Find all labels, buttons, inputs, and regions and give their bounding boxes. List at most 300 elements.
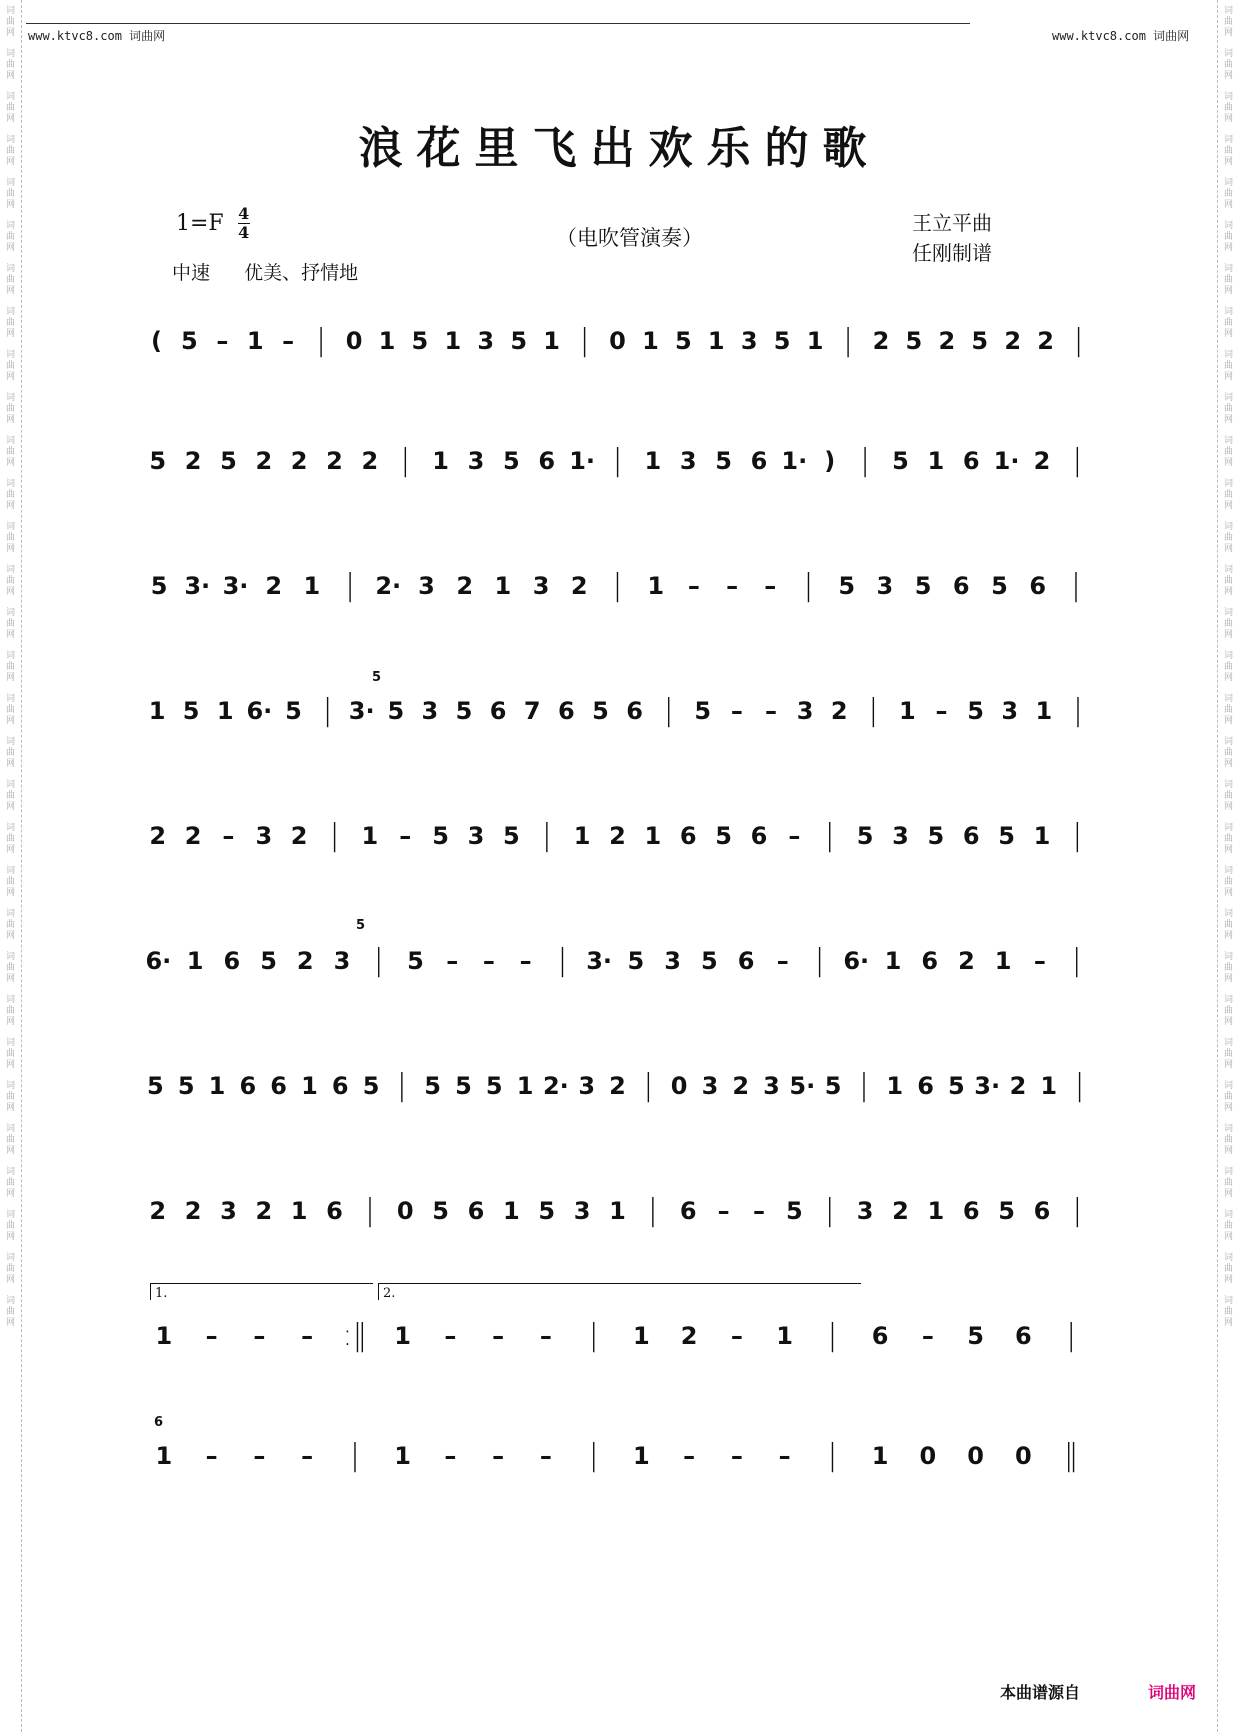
watermark-char: 曲: [5, 1049, 15, 1059]
watermark-char: 网: [5, 673, 15, 683]
watermark-char: 词: [1223, 780, 1233, 790]
note: 5: [773, 327, 791, 355]
note: 1: [394, 1322, 411, 1350]
note: 5: [856, 822, 874, 850]
note: 1: [290, 1197, 308, 1225]
note: 5: [485, 1072, 503, 1100]
note: –: [519, 947, 532, 975]
note: 3: [664, 947, 681, 975]
watermark-char: 网: [5, 974, 15, 984]
watermark-char: 网: [5, 28, 15, 38]
watermark-char: 曲: [5, 877, 15, 887]
watermark-char: 网: [1223, 845, 1233, 855]
watermark-group: [6, 307, 15, 340]
note: –: [444, 1442, 457, 1470]
watermark-char: 曲: [5, 490, 15, 500]
watermark-char: 网: [5, 802, 15, 812]
barline: |: [803, 568, 814, 603]
note: 6: [921, 947, 939, 975]
note: 3: [892, 822, 909, 850]
note: 6: [962, 1197, 980, 1225]
watermark-char: 曲: [1223, 834, 1233, 844]
song-title: 浪花里飞出欢乐的歌: [358, 123, 881, 174]
note: 5: [914, 572, 932, 600]
watermark-char: 网: [1223, 759, 1233, 769]
note: ): [824, 447, 836, 475]
note: 3: [421, 697, 439, 725]
watermark-group: [6, 6, 15, 39]
note: 5: [387, 697, 405, 725]
note: 1: [633, 1322, 650, 1350]
volta-bracket: [150, 1283, 373, 1300]
note: 1: [543, 327, 560, 355]
note: 6: [1015, 1322, 1032, 1350]
watermark-char: 词: [1223, 135, 1233, 145]
watermark-char: 网: [1223, 28, 1233, 38]
note: 5: [432, 1197, 449, 1225]
grace-note: 5: [356, 918, 366, 933]
note: 5: [971, 327, 989, 355]
barline: |: [827, 1318, 838, 1353]
note: 6: [467, 1197, 485, 1225]
watermark-char: 网: [5, 630, 15, 640]
score-line: [140, 440, 1095, 484]
watermark-group: [6, 1210, 15, 1243]
note: 2: [184, 1197, 202, 1225]
score-line: [140, 320, 1095, 364]
footer-site-link[interactable]: 词曲网: [1148, 1683, 1197, 1702]
watermark-char: 曲: [5, 1135, 15, 1145]
watermark-char: 曲: [1223, 404, 1233, 414]
watermark-char: 网: [5, 1275, 15, 1285]
barline: |: [842, 323, 854, 358]
watermark-char: 网: [5, 200, 15, 210]
note: 2: [255, 447, 273, 475]
watermark-char: 曲: [1223, 1264, 1233, 1274]
barline: |: [824, 818, 835, 853]
note: 5: [700, 947, 718, 975]
watermark-char: 曲: [1223, 189, 1233, 199]
watermark-char: 词: [5, 264, 15, 274]
note: –: [726, 572, 739, 600]
note: 3: [418, 572, 435, 600]
expression-label: 优美、抒情地: [244, 262, 359, 284]
note: 0: [919, 1442, 937, 1470]
tempo-marking: [172, 258, 358, 285]
note: 3: [220, 1197, 237, 1225]
note: 1: [148, 697, 166, 725]
watermark-group: [6, 264, 15, 297]
watermark-char: 曲: [5, 834, 15, 844]
watermark-char: 词: [5, 608, 15, 618]
note: 1: [886, 1072, 904, 1100]
note: 6·: [843, 947, 870, 975]
watermark-char: 词: [5, 92, 15, 102]
watermark-char: 网: [5, 716, 15, 726]
watermark-group: [1224, 49, 1233, 82]
note: 1·: [569, 447, 596, 475]
note: 1: [573, 822, 591, 850]
watermark-char: 词: [1223, 565, 1233, 575]
note: 5: [503, 822, 520, 850]
note: –: [222, 822, 235, 850]
note: 6·: [145, 947, 172, 975]
note: 5: [182, 697, 200, 725]
note: 6: [962, 447, 980, 475]
watermark-char: 曲: [5, 103, 15, 113]
note: 5: [967, 697, 984, 725]
watermark-char: 网: [5, 587, 15, 597]
note: –: [301, 1322, 314, 1350]
note: 6: [223, 947, 241, 975]
note: –: [205, 1322, 218, 1350]
performance-note: （电吹管演奏）: [556, 226, 703, 250]
watermark-char: 词: [5, 694, 15, 704]
watermark-char: 词: [1223, 1038, 1233, 1048]
note: 0: [1015, 1442, 1032, 1470]
watermark-char: 网: [5, 931, 15, 941]
volta-label: 1.: [155, 1286, 168, 1301]
barline: |: [1072, 693, 1083, 728]
watermark-char: 词: [5, 522, 15, 532]
note: 6: [750, 447, 768, 475]
watermark-char: 曲: [1223, 146, 1233, 156]
watermark-char: 网: [1223, 1232, 1233, 1242]
note: 6: [679, 1197, 697, 1225]
watermark-char: 曲: [1223, 963, 1233, 973]
watermark-char: 词: [5, 49, 15, 59]
barline: |: [557, 943, 568, 978]
note: 2·: [375, 572, 402, 600]
note: –: [683, 1442, 696, 1470]
note: 1: [899, 697, 916, 725]
watermark-char: 网: [1223, 1275, 1233, 1285]
barline: |: [868, 693, 879, 728]
watermark-char: 词: [1223, 952, 1233, 962]
note: 3·: [222, 572, 249, 600]
watermark-group: [1224, 565, 1233, 598]
watermark-char: 曲: [5, 404, 15, 414]
watermark-char: 网: [5, 243, 15, 253]
watermark-char: 词: [1223, 522, 1233, 532]
note: 5: [927, 822, 945, 850]
watermark-char: 网: [1223, 1060, 1233, 1070]
barline: |: [643, 1068, 654, 1103]
note: 3: [578, 1072, 596, 1100]
note: –: [282, 327, 295, 355]
watermark-char: 词: [5, 1210, 15, 1220]
note: 5: [967, 1322, 984, 1350]
watermark-char: 网: [1223, 1017, 1233, 1027]
key-signature: [176, 206, 250, 241]
note: 1: [432, 447, 449, 475]
note: –: [935, 697, 948, 725]
watermark-group: [1224, 1124, 1233, 1157]
watermark-char: 词: [1223, 1253, 1233, 1263]
note: –: [399, 822, 412, 850]
note: –: [730, 697, 743, 725]
note: 3: [856, 1197, 874, 1225]
watermark-group: [1224, 866, 1233, 899]
watermark-char: 网: [1223, 501, 1233, 511]
note: 2: [184, 822, 202, 850]
note: 1: [394, 1442, 411, 1470]
watermark-group: [6, 909, 15, 942]
watermark-group: [6, 1124, 15, 1157]
note: 5: [538, 1197, 556, 1225]
note: 2: [290, 447, 308, 475]
watermark-char: 曲: [5, 920, 15, 930]
note: 2: [265, 572, 283, 600]
watermark-group: [6, 393, 15, 426]
note: 2: [1037, 327, 1054, 355]
watermark-char: 网: [1223, 200, 1233, 210]
note: 1·: [993, 447, 1020, 475]
watermark-char: 曲: [5, 533, 15, 543]
note: 1: [707, 327, 725, 355]
watermark-char: 词: [1223, 737, 1233, 747]
watermark-char: 曲: [1223, 490, 1233, 500]
watermark-char: 词: [5, 436, 15, 446]
watermark-char: 曲: [1223, 361, 1233, 371]
note: 2: [255, 1197, 273, 1225]
watermark-char: 曲: [1223, 17, 1233, 27]
watermark-char: 曲: [1223, 1049, 1233, 1059]
watermark-group: [1224, 909, 1233, 942]
watermark-char: 曲: [1223, 576, 1233, 586]
note: 3: [763, 1072, 780, 1100]
volta-label: 2.: [383, 1286, 396, 1301]
watermark-group: [1224, 1081, 1233, 1114]
barline: :‖: [342, 1318, 368, 1353]
watermark-group: [1224, 651, 1233, 684]
watermark-group: [6, 350, 15, 383]
watermark-char: 词: [1223, 221, 1233, 231]
note: 3: [740, 327, 758, 355]
watermark-group: [6, 1296, 15, 1329]
watermark-char: 词: [5, 307, 15, 317]
note: 5: [177, 1072, 195, 1100]
score-line: [140, 1190, 1095, 1234]
watermark-char: 网: [1223, 802, 1233, 812]
note: 3·: [184, 572, 211, 600]
barline: |: [373, 943, 384, 978]
watermark-char: 曲: [5, 791, 15, 801]
note: –: [253, 1322, 266, 1350]
watermark-char: 词: [1223, 264, 1233, 274]
note: 2: [872, 327, 890, 355]
barline: |: [396, 1068, 407, 1103]
watermark-char: 曲: [5, 748, 15, 758]
barline: |: [541, 818, 552, 853]
barline: ‖: [1063, 1438, 1079, 1473]
note: 5: [998, 822, 1015, 850]
watermark-char: 曲: [1223, 791, 1233, 801]
note: 5: [905, 327, 923, 355]
watermark-char: 词: [1223, 393, 1233, 403]
note: 3: [679, 447, 697, 475]
note: 5: [627, 947, 645, 975]
note: 2: [892, 1197, 909, 1225]
score-line: [140, 815, 1095, 859]
note: 5: [362, 1072, 380, 1100]
note: 1: [927, 447, 945, 475]
watermark-char: 曲: [5, 60, 15, 70]
note: 5: [998, 1197, 1015, 1225]
note: 6: [326, 1197, 343, 1225]
time-signature-bottom: 4: [238, 223, 250, 242]
credits: [912, 208, 992, 268]
watermark-group: [6, 694, 15, 727]
note: 3: [467, 822, 485, 850]
header-url-right[interactable]: www.ktvc8.com 词曲网: [1052, 29, 1190, 43]
note: 5: [220, 447, 237, 475]
watermark-char: 网: [1223, 974, 1233, 984]
note: 1: [644, 447, 662, 475]
barline: |: [1072, 1193, 1083, 1228]
note: 2: [456, 572, 474, 600]
watermark-char: 网: [5, 114, 15, 124]
note: 0: [345, 327, 363, 355]
tempo-label: 中速: [172, 262, 211, 284]
watermark-group: [1224, 995, 1233, 1028]
watermark-group: [6, 651, 15, 684]
note: 1: [494, 572, 512, 600]
watermark-char: 网: [5, 1103, 15, 1113]
note: 1: [503, 1197, 520, 1225]
note: 1: [208, 1072, 226, 1100]
watermark-char: 词: [1223, 1210, 1233, 1220]
header-url-left[interactable]: www.ktvc8.com 词曲网: [28, 29, 166, 43]
watermark-char: 网: [5, 888, 15, 898]
watermark-group: [1224, 694, 1233, 727]
note: 1: [1033, 822, 1051, 850]
note: 5: [260, 947, 277, 975]
note: 5: [785, 1197, 803, 1225]
watermark-group: [1224, 1296, 1233, 1329]
watermark-char: 曲: [1223, 318, 1233, 328]
watermark-char: 词: [1223, 307, 1233, 317]
note: 5: [715, 822, 732, 850]
watermark-group: [6, 952, 15, 985]
note: 2: [732, 1072, 750, 1100]
watermark-char: 词: [5, 780, 15, 790]
note: 5: [455, 1072, 472, 1100]
note: 5·: [789, 1072, 816, 1100]
watermark-char: 曲: [1223, 103, 1233, 113]
note: –: [730, 1442, 743, 1470]
watermark-char: 词: [5, 909, 15, 919]
barline: |: [612, 568, 623, 603]
watermark-char: 曲: [5, 1178, 15, 1188]
watermark-char: 网: [1223, 372, 1233, 382]
watermark-char: 词: [1223, 1081, 1233, 1091]
note: 5: [147, 1072, 164, 1100]
note: –: [444, 1322, 457, 1350]
score-line: [140, 1435, 1095, 1479]
watermark-char: 词: [1223, 178, 1233, 188]
watermark-char: 曲: [1223, 619, 1233, 629]
watermark-char: 词: [5, 6, 15, 16]
note: 3: [532, 572, 550, 600]
watermark-char: 曲: [5, 1221, 15, 1231]
watermark-char: 曲: [1223, 748, 1233, 758]
watermark-group: [6, 565, 15, 598]
barline: |: [1066, 1318, 1077, 1353]
note: 5: [694, 697, 712, 725]
watermark-group: [1224, 522, 1233, 555]
barline: |: [827, 1438, 838, 1473]
barline: |: [647, 1193, 658, 1228]
barline: |: [814, 943, 825, 978]
header-rule: [26, 23, 970, 24]
watermark-char: 网: [1223, 1103, 1233, 1113]
watermark-group: [6, 866, 15, 899]
note: –: [539, 1442, 552, 1470]
note: –: [492, 1322, 505, 1350]
watermark-char: 曲: [5, 705, 15, 715]
watermark-group: [6, 995, 15, 1028]
note: –: [539, 1322, 552, 1350]
watermark-char: 曲: [1223, 705, 1233, 715]
note: 5: [424, 1072, 441, 1100]
note: 2: [296, 947, 314, 975]
watermark-char: 词: [1223, 6, 1233, 16]
note: –: [205, 1442, 218, 1470]
note: 2: [830, 697, 848, 725]
watermark-char: 词: [5, 135, 15, 145]
score-line: [140, 690, 1095, 734]
note: 2: [958, 947, 975, 975]
watermark-char: 曲: [5, 963, 15, 973]
watermark-char: 曲: [5, 275, 15, 285]
watermark-char: 网: [1223, 1318, 1233, 1328]
note: 5: [592, 697, 609, 725]
note: 5: [824, 1072, 842, 1100]
watermark-group: [6, 436, 15, 469]
note: 1: [155, 1442, 173, 1470]
note: –: [446, 947, 459, 975]
note: 1: [216, 697, 234, 725]
watermark-char: 网: [1223, 888, 1233, 898]
note: 5: [407, 947, 424, 975]
watermark-group: [1224, 264, 1233, 297]
note: 1: [1035, 697, 1053, 725]
note: 5: [892, 447, 909, 475]
note: 2·: [542, 1072, 569, 1100]
watermark-char: 词: [5, 995, 15, 1005]
watermark-char: 网: [1223, 71, 1233, 81]
watermark-char: 曲: [1223, 232, 1233, 242]
note: 0: [609, 327, 626, 355]
watermark-char: 词: [1223, 651, 1233, 661]
left-watermark-strip: [0, 0, 22, 1732]
note: 6: [917, 1072, 934, 1100]
watermark-group: [1224, 307, 1233, 340]
watermark-group: [1224, 1038, 1233, 1071]
watermark-group: [1224, 6, 1233, 39]
note: 2: [680, 1322, 698, 1350]
watermark-char: 网: [5, 1146, 15, 1156]
watermark-char: 曲: [5, 232, 15, 242]
barline: |: [588, 1318, 599, 1353]
volta-bracket: [378, 1283, 861, 1300]
note: 3: [701, 1072, 719, 1100]
score-line: [140, 1315, 1095, 1359]
note: –: [764, 697, 777, 725]
note: 2: [609, 822, 626, 850]
watermark-char: 曲: [1223, 1307, 1233, 1317]
